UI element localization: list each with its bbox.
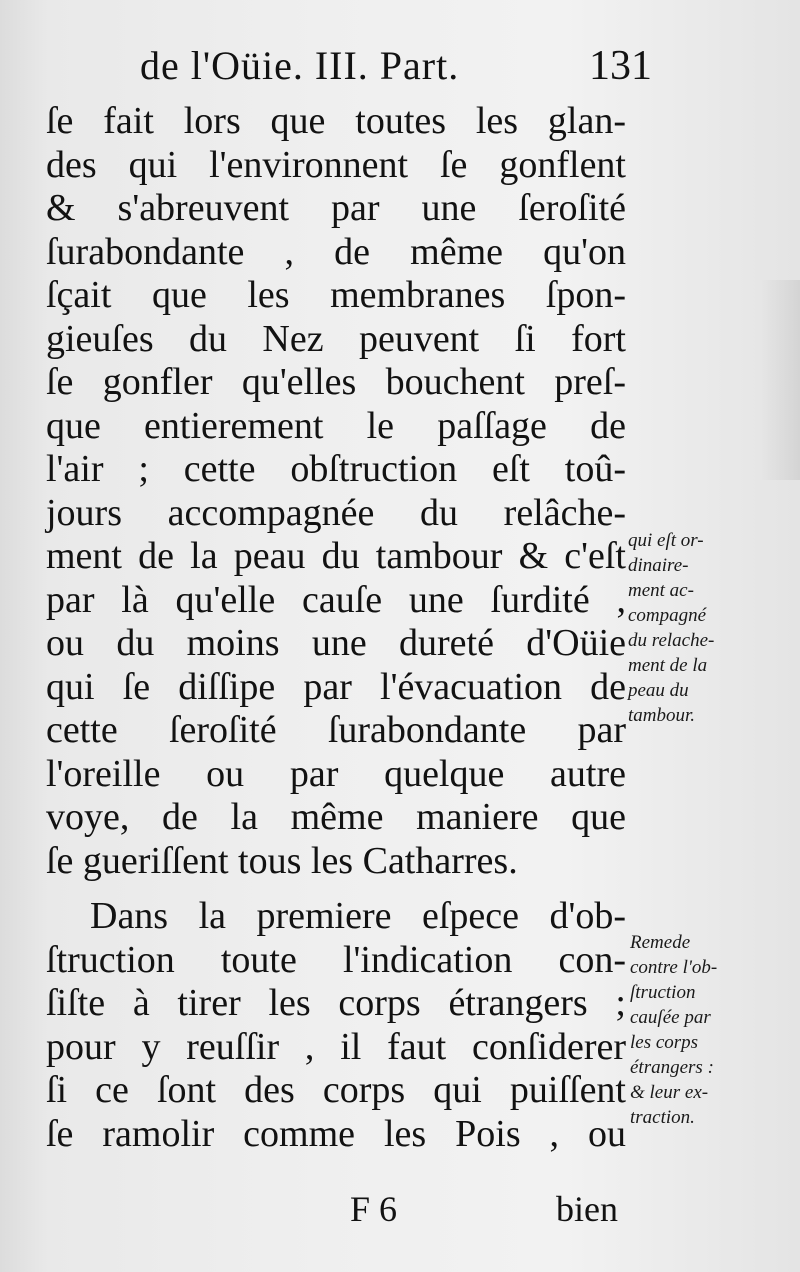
text-line: ſe ramolir comme les Pois , ou xyxy=(46,1112,626,1155)
margin-note-line: compagné xyxy=(628,605,707,626)
text-line: Dans la premiere eſpece d'ob- xyxy=(90,895,626,937)
page-edge-shadow xyxy=(760,280,800,480)
text-line: pour y reuſſir , il faut conſiderer xyxy=(46,1025,626,1068)
margin-note-line: contre l'ob- xyxy=(630,957,718,978)
text-line: par là qu'elle cauſe une ſurdité , xyxy=(46,578,626,621)
margin-note-line: du relache- xyxy=(628,630,715,651)
main-text xyxy=(46,100,626,1156)
text-line: jours accompagnée du relâche- xyxy=(46,491,626,534)
margin-note-line: tambour. xyxy=(628,705,696,726)
page-number: 131 xyxy=(589,43,652,89)
margin-note-2 xyxy=(630,930,780,1130)
margin-note-line: ſtruction xyxy=(630,982,696,1003)
text-line: ſe fait lors que toutes les glan- xyxy=(46,100,626,142)
catchword: bien xyxy=(556,1189,618,1229)
text-line: ſurabondante , de même qu'on xyxy=(46,230,626,273)
margin-note-line: peau du xyxy=(628,680,689,701)
text-line: ſtruction toute l'indication con- xyxy=(46,938,626,981)
text-line: voye, de la même maniere que xyxy=(46,796,626,838)
text-line: ſi ce ſont des corps qui puiſſent xyxy=(46,1069,626,1111)
paragraph-2 xyxy=(46,895,626,1156)
margin-note-line: traction. xyxy=(630,1107,695,1128)
text-line: l'air ; cette obſtruction eſt toû- xyxy=(46,448,626,490)
margin-note-line: ment de la xyxy=(628,655,708,676)
running-title: de l'Oüie. III. Part. xyxy=(140,43,460,88)
text-line: ſe gonfler qu'elles bouchent preſ- xyxy=(46,361,626,403)
text-line: ou du moins une dureté d'Oüie xyxy=(46,622,626,664)
text-line: ſçait que les membranes ſpon- xyxy=(46,274,626,316)
margin-note-line: & leur ex- xyxy=(630,1082,709,1103)
margin-note-line: qui eſt or- xyxy=(628,530,704,551)
text-line: gieuſes du Nez peuvent ſi fort xyxy=(46,317,626,360)
text-line: ment de la peau du tambour & c'eſt xyxy=(46,535,626,577)
margin-note-1 xyxy=(628,528,778,728)
text-line: que entierement le paſſage de xyxy=(46,404,626,447)
margin-note-line: dinaire- xyxy=(628,555,689,576)
paragraph-1 xyxy=(46,100,626,883)
margin-note-line: Remede xyxy=(630,932,691,953)
text-line: qui ſe diſſipe par l'évacuation de xyxy=(46,665,626,708)
text-line: & s'abreuvent par une ſeroſité xyxy=(46,187,626,229)
margin-note-line: ment ac- xyxy=(628,580,694,601)
text-line: l'oreille ou par quelque autre xyxy=(46,752,626,795)
text-line: ſe gueriſſent tous les Catharres. xyxy=(46,839,518,882)
text-line: ſiſte à tirer les corps étrangers ; xyxy=(46,982,626,1024)
margin-note-line: cauſée par xyxy=(630,1007,711,1028)
running-header xyxy=(140,36,652,96)
page-footer xyxy=(0,1188,800,1238)
text-line: cette ſeroſité ſurabondante par xyxy=(46,709,626,751)
signature-mark: F 6 xyxy=(350,1189,398,1229)
margin-note-line: étrangers : xyxy=(630,1057,714,1078)
text-line: des qui l'environnent ſe gonflent xyxy=(46,143,626,186)
margin-note-line: les corps xyxy=(630,1032,699,1053)
